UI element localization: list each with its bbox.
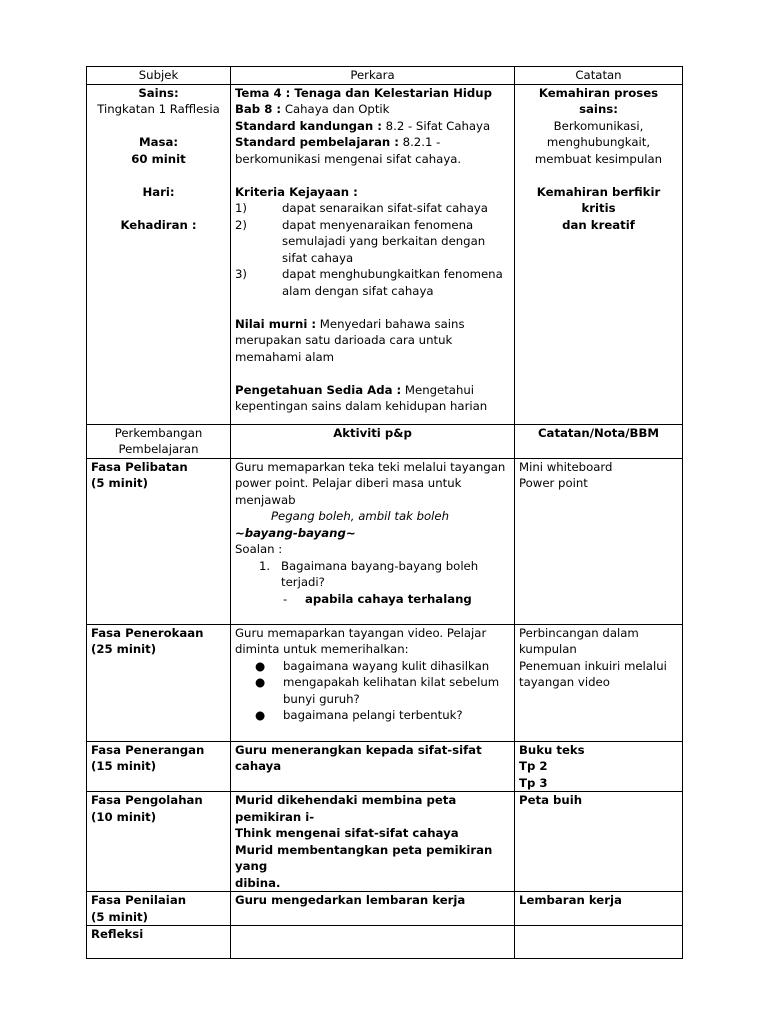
- attendance-label: Kehadiran :: [120, 217, 197, 232]
- question-item: 1. Bagaimana bayang-bayang boleh: [259, 558, 479, 573]
- reflection-notes: [515, 926, 683, 959]
- phase-activity-cell: Guru menerangkan kepada sifat-sifat cahaya: [231, 741, 515, 792]
- header-catatan-nota: Catatan/Nota/BBM: [515, 424, 683, 458]
- sk-text: 8.2 - Sifat Cahaya: [381, 118, 491, 133]
- bab-text: Cahaya dan Optik: [281, 102, 390, 116]
- phase-time: (5 minit): [91, 909, 148, 924]
- question-label: Soalan :: [235, 542, 283, 556]
- subject-cell: [87, 84, 231, 424]
- header-row: [87, 67, 683, 85]
- nilai-line: Nilai murni : Menyedari bahawa sains: [235, 316, 465, 331]
- nilai-label: Nilai murni :: [235, 316, 317, 331]
- day-label: Hari:: [142, 184, 175, 199]
- psa-label: Pengetahuan Sedia Ada :: [235, 382, 402, 397]
- phase-name-cell: [87, 624, 231, 741]
- phase-name: Fasa Penerokaan: [91, 625, 204, 640]
- phase-notes-cell: Lembaran kerja: [515, 892, 683, 926]
- nilai-cont: merupakan satu darioada cara untuk: [235, 333, 453, 347]
- phase-row: [87, 741, 683, 792]
- notes-line: membuat kesimpulan: [534, 151, 663, 166]
- phase-notes-cell: Mini whiteboard Power point: [515, 458, 683, 624]
- sk-line: [235, 118, 510, 135]
- info-row: [87, 84, 683, 424]
- notes-line: menghubungkait,: [546, 135, 651, 149]
- riddle: Pegang boleh, ambil tak boleh: [271, 509, 450, 523]
- bab-line: [235, 101, 510, 118]
- phase-row: [87, 458, 683, 624]
- psa-cont: kepentingan sains dalam kehidupan harian: [235, 399, 488, 413]
- subject-label: Sains:: [138, 85, 179, 100]
- phase-time: (10 minit): [91, 809, 157, 824]
- phase-activity-cell: Guru mengedarkan lembaran kerja: [231, 892, 515, 926]
- phase-notes-cell: Buku teks Tp 2 Tp 3: [515, 741, 683, 792]
- notes-line: Berkomunikasi,: [553, 118, 644, 133]
- notes-title-2: Kemahiran berfikir kritis: [536, 184, 661, 215]
- header-row-2: [87, 424, 683, 458]
- answer-item: - apabila cahaya terhalang: [283, 591, 472, 606]
- reflection-activity: [231, 926, 515, 959]
- phase-activity-cell: Murid dikehendaki membina peta pemikiran i- Think mengenai sifat-sifat cahaya Murid membentangkan peta pemikiran yang dibina.: [231, 792, 515, 892]
- phase-name: Fasa Penilaian: [91, 893, 187, 907]
- header-catatan: Catatan: [515, 67, 683, 85]
- notes-cell: [515, 84, 683, 424]
- phase-notes-cell: Perbincangan dalam kumpulan Penemuan inkuiri melalui tayangan video: [515, 624, 683, 741]
- kriteria-cont: semulajadi yang berkaitan dengan: [282, 234, 486, 248]
- bullet-item: ● mengapakah kelihatan kilat sebelum: [255, 675, 500, 689]
- phase-name: Fasa Penerangan: [91, 742, 205, 757]
- topic-cell: [231, 84, 515, 424]
- phase-activity-cell: Guru memaparkan tayangan video. Pelajar diminta untuk memerihalkan: ● bagaimana wayang kulit dihasilkan ● mengapakah kelihatan kilat sebelum bunyi guruh? ● bagaimana pelangi terbentuk?: [231, 624, 515, 741]
- class-name: Tingkatan 1 Rafflesia: [97, 102, 220, 116]
- phase-name-cell: [87, 741, 231, 792]
- notes-title: Kemahiran proses sains:: [538, 85, 659, 116]
- kriteria-item: 1) dapat senaraikan sifat-sifat cahaya: [235, 201, 488, 215]
- header-aktiviti: Aktiviti p&p: [231, 424, 515, 458]
- bullet-item: ● bagaimana wayang kulit dihasilkan: [255, 658, 490, 673]
- time-value: 60 minit: [131, 151, 186, 166]
- time-label: Masa:: [138, 135, 179, 149]
- sp-line: [235, 134, 510, 151]
- phase-row: [87, 792, 683, 892]
- kriteria-label: Kriteria Kejayaan :: [235, 184, 358, 199]
- nilai-cont: memahami alam: [235, 349, 334, 364]
- phase-name-cell: [87, 458, 231, 624]
- tema: Tema 4 : Tenaga dan Kelestarian Hidup: [235, 85, 492, 100]
- bullet-item: ● bagaimana pelangi terbentuk?: [255, 708, 463, 722]
- phase-time: (25 minit): [91, 642, 157, 656]
- phase-name: Fasa Pengolahan: [91, 793, 203, 807]
- header-perkembangan: Perkembangan Pembelajaran: [87, 424, 231, 458]
- bab-label: Bab 8 :: [235, 102, 282, 116]
- kriteria-cont: alam dengan sifat cahaya: [282, 283, 434, 298]
- phase-row: [87, 624, 683, 741]
- header-perkara: Perkara: [231, 67, 515, 85]
- reflection-row: [87, 926, 683, 959]
- sp-cont: berkomunikasi mengenai sifat cahaya.: [235, 151, 462, 166]
- phase-notes-cell: Peta buih: [515, 792, 683, 892]
- kriteria-item: 2) dapat menyenaraikan fenomena: [235, 217, 474, 232]
- phase-row: [87, 892, 683, 926]
- phase-time: (5 minit): [91, 476, 148, 490]
- sp-text: 8.2.1 -: [398, 135, 441, 149]
- kriteria-cont: sifat cahaya: [282, 250, 354, 265]
- reflection-label: Refleksi: [87, 926, 231, 959]
- riddle-answer: ~bayang-bayang~: [235, 525, 356, 540]
- sp-label: Standard pembelajaran :: [235, 135, 399, 149]
- header-subjek: Subjek: [87, 67, 231, 85]
- kriteria-item: 3) dapat menghubungkaitkan fenomena: [235, 267, 503, 281]
- phase-time: (15 minit): [91, 759, 157, 773]
- lesson-plan-table: [86, 66, 683, 959]
- phase-name-cell: [87, 792, 231, 892]
- phase-activity-cell: Guru memaparkan teka teki melalui tayangan power point. Pelajar diberi masa untuk menjawab Pegang boleh, ambil tak boleh ~bayang-bayang~ Soalan : 1. Bagaimana bayang-bayang boleh terjadi? - apabila cahaya terhalang: [231, 458, 515, 624]
- sk-label: Standard kandungan :: [235, 118, 382, 133]
- notes-title-2: dan kreatif: [562, 217, 635, 232]
- psa-line: Pengetahuan Sedia Ada : Mengetahui: [235, 382, 475, 397]
- phase-name: Fasa Pelibatan: [91, 459, 188, 474]
- phase-name-cell: [87, 892, 231, 926]
